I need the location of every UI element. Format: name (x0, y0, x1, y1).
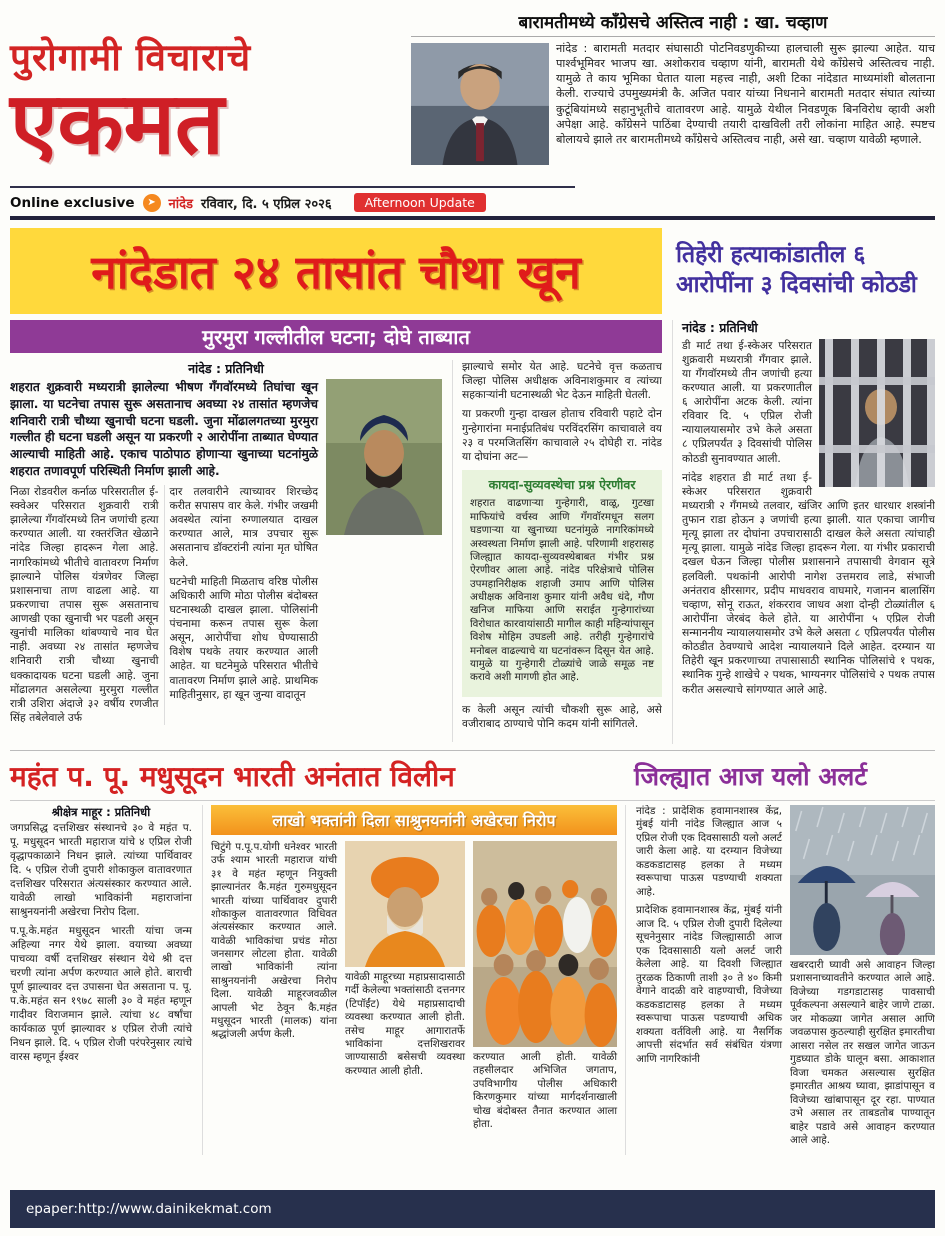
alert-para2: प्रादेशिक हवामानशास्त्र केंद्र, मुंबई यांनी आज दि. ५ एप्रिल रोजी दुपारी दिलेल्या सूचनेनुसार नांदेड जिल्ह्यासाठी आज एक दिवसासाठी यलो अलर्ट जारी केलेला आहे. या दिवशी जिल्ह्यात तुरळक ठिकाणी ताशी ३० ते ४० किमी वेगाने वादळी वारे वाहण्याची, विजेच्या कडकडाटासह हलका ते मध्यम स्वरूपाचा पाऊस पडण्याची अधिक शक्यता वर्तविली आहे. या नैसर्गिक आपत्ती संदर्भात सर्व संबंधित यंत्रणा आणि नागरिकांनी (636, 904, 782, 1065)
custody-headline-line2: आरोपींना ३ दिवसांची कोठडी (676, 272, 917, 298)
lead-col1-text: निळा रोडवरील कर्नाळ परिसरातील ई-स्क्वेअर परिसरात शुक्रवारी रात्री झालेल्या गँगवॉरमध्ये तिन जणांची हत्या करण्यात आली. या रक्तरंजित खेळाने नांदेड जिल्हा हादरून गेला आहे. नागरिकांमध्ये भीतीचे वातावरण निर्माण झाल्याने पोलिस यंत्रणेवर जिल्हा प्रशासनाचा ताण वाढला आहे. या प्रकरणाचा तपास सुरू असतानाच आणखी एका खुनाची भर पडली असून खुनांची मालिका थांबण्याचे नाव घेत नाही. अवघ्या २४ तासांत म्हणजेच शनिवारी रात्री चौथ्या खुनाची धक्कादायक घटना घडली आहे. जुना मोंढालगत असलेल्या मुरमुरा गल्लीत रात्री उशिरा अंदाजे ३२ वर्षीय रणजीत सिंह तबेलेवाले उर्फ (10, 484, 159, 724)
mahant-middle-area (202, 805, 626, 1155)
mahant-subcol-2 (345, 841, 465, 1131)
top-story-headline: बारामतीमध्ये कॉंग्रेसचे अस्तित्व नाही : खा. चव्हाण (411, 10, 935, 37)
mahant-headline: महंत प. पू. मधुसूदन भारती अनंतात विलीन (10, 760, 455, 793)
lead-col3b-text: या प्रकरणी गुन्हा दाखल होताच रविवारी पहाटे दोन गुन्हेगारांना मनाईप्रतिबंध परविंदरसिंग काचावाले वय २३ व परमजितसिंग काचावाले २५ दोघेही रा. नांदेड या दोघांना अट— (462, 407, 662, 463)
custody-headline (672, 228, 935, 314)
alert-para3: खबरदारी घ्यावी असे आवाहन जिल्हा प्रशासनाच्यावतीने करण्यात आले आहे. विजेच्या गडगडाटासह पावसाची पूर्वकल्पना असल्याने बाहेर जाणे टाळा. जर मोकळ्या जागेत असाल आणि जवळपास कुठल्याही सुरक्षित इमारतीचा आसरा नसेल तर सखल जागेत जाऊन गुडघ्यात डोके घालून बसा. आकाशात विजा चमकत असल्यास सुरक्षित इमारतीत आश्रय घ्यावा, झाडांपासून व विजेच्या खांबापासून दूर रहा. पाण्यात उभे असाल तर ताबडतोब पाण्यातून बाहेर पडावे असे आवाहन करण्यात आले आहे. (790, 959, 935, 1147)
mahant-banner (211, 805, 617, 835)
custody-byline: नांदेड : प्रतिनिधी (682, 320, 758, 335)
alert-para1: नांदेड : प्रादेशिक हवामानशास्त्र केंद्र, मुंबई यांनी नांदेड जिल्ह्यात आज ५ एप्रिल रोजी एक दिवसासाठी यलो अलर्ट जारी केला आहे. या दरम्यान विजेच्या कडकडाटासह हलका ते मध्यम स्वरूपाचा पाऊस पडण्याची शक्यता आहे. (636, 805, 782, 898)
lead-kicker: मुरमुरा गल्लीतील घटना; दोघे ताब्यात (202, 325, 470, 349)
lead-column-3 (452, 360, 662, 742)
header (10, 8, 935, 220)
lead-columns-1-2 (10, 360, 442, 742)
mahant-subcol-3 (473, 841, 617, 1131)
alert-headline: जिल्ह्यात आज यलो अलर्ट (634, 762, 867, 791)
law-order-box-text: शहरात वाढणाऱ्या गुन्हेगारी, वाळू, गुटखा माफियांचे वर्चस्व आणि गँगवॉरमधून सलग घडणाऱ्या या खुनाच्या घटनांमुळे नागरिकांमध्ये अस्वस्थता निर्माण झाली आहे. परिणामी शहरासह जिल्ह्यात कायदा-सुव्यवस्थेबाबत गंभीर प्रश्न ऐरणीवर आला आहे. नांदेड परिक्षेत्राचे पोलिस उपमहानिरीक्षक शहाजी उमाप आणि पोलिस अधीक्षक अविनाश कुमार यांनी अवैध धंदे, गौण खनिज माफिया आणि सराईत गुन्हेगारांच्या विरोधात कारवायांसाठी मागील काही महिन्यांपासून विशेष मोहिम उघडली आहे. तरीही गुन्हेगारांचे मनोबल वाढल्याचे या घटनांवरून दिसून येत आहे. यामुळे या गुन्हेगारी टोळ्यांचे जाळे समूळ नष्ट करावे अशी मागणी होत आहे. (470, 497, 654, 684)
alert-column-1 (636, 805, 782, 1155)
lead-headline: नांदेडात २४ तासांत चौथा खून (91, 245, 581, 299)
afternoon-update-badge: Afternoon Update (354, 193, 486, 212)
rain-photo (790, 805, 935, 955)
mahant-portrait-photo (345, 841, 465, 967)
top-story (411, 10, 935, 167)
mahant-column-1 (10, 805, 192, 1155)
lead-col3-text: झाल्याचे समोर येत आहे. घटनेचे वृत्त कळताच जिल्हा पोलिस अधीक्षक अविनाशकुमार व त्यांच्या सहकाऱ्यांनी घटनास्थळी भेट देऊन माहिती घेतली. (462, 360, 662, 402)
victim-photo (326, 379, 442, 535)
mahant-middle-columns (211, 841, 617, 1131)
custody-para2: नांदेड शहरात डी मार्ट तथा ई-स्केअर परिसरात शुक्रवारी मध्यरात्री २ गँगमध्ये तलवार, खंजिर आणि इतर धारधार शस्त्रांनी तुफान राडा होऊन ३ जणांची हत्या झाली. यात एकाचा जागीच मृत्यू झाला तर दोघांना उपचारासाठी दाखल केले असता त्यांचाही मृत्यू झाला. यामुळे नांदेड जिल्हा हादरून गेला. या गंभीर प्रकाराची दखल घेऊन जिल्हा पोलीस प्रशासनाने तपासाची वेगवान सूत्रे हलविली. पथकांनी आरोपी नागेश उत्तमराव लाडे, संभाजी अनंतराव क्षीरसागर, प्रदीप माधवराव वाघमारे, गजानन बालासिंग चव्हाण, सोनू राऊत, शंकरराव जाधव अशा दोन्ही टोळ्यांतील ६ आरोपींना जेरबंद केले होते. या आरोपींना ५ एप्रिल रोजी सन्माननीय न्यायालयासमोर उभे केले असता ८ एप्रिलपर्यंत पोलीस कोठडीत ठेवण्याचे आदेश न्यायालयाने दिले आहेत. दरम्यान या तिहेरी खून प्रकरणाच्या तपासासाठी स्थानिक पोलिसांचे १ पथक, स्थानिक गुन्हे शाखेचे २ पथक, भाग्यनगर पोलिसांचे २ पथक तपास करीत असल्याचे सांगण्यात आले आहे. (682, 470, 935, 696)
mahant-byline: श्रीक्षेत्र माहूर : प्रतिनिधी (51, 805, 151, 819)
masthead (10, 30, 410, 174)
lead-col3c-text: क केली असून त्यांची चौकशी सुरू आहे, असे वजीराबाद ठाण्याचे पोनि कदम यांनी सांगितले. (462, 702, 662, 730)
lead-intro-block (10, 379, 442, 480)
bottom-headline-row (10, 750, 935, 801)
custody-story (672, 320, 935, 744)
top-story-text: नांदेड : बारामती मतदार संघासाठी पोटनिवडणुकीच्या हालचाली सुरू झाल्या आहेत. याच पार्श्वभूमिवर भाजप खा. अशोकराव चव्हाण यांनी, बारामती येथे कॉंग्रेसचे अस्तित्वच नाही. यामुळे ते काय भूमिका घेतात याला महत्त्व नाही, अशी टिका नांदेडात माध्यमांशी बोलताना केली. राज्याचे उपमुख्यमंत्री कै. अजित पवार यांच्या निधनाने बारामती मतदार संघात त्यांच्या कुटूंबियांमध्ये सहानुभूतीचे वातावरण आहे. यामुळे येथील निवडणूक बिनविरोध व्हावी अशी अपेक्षा आहे. कॉंग्रेसने पाठिंबा देण्याची तयारी दाखविली तरी लोकांना माहित आहे. स्पष्टच बोलायचे झाले तर बारामतीमध्ये कॉंग्रेसचे अस्तित्वच नाही, असे खा. चव्हाण यावेळी म्हणाले. (556, 42, 935, 146)
lead-headline-band (10, 228, 935, 314)
footer-bar (10, 1190, 935, 1228)
lead-two-columns (10, 485, 318, 725)
bottom-content-row (10, 805, 935, 1155)
lead-story (10, 320, 662, 744)
online-exclusive-label: Online exclusive (10, 194, 135, 211)
funeral-crowd-photo (473, 841, 617, 1047)
alert-story-area (636, 805, 935, 1155)
alert-column-2 (790, 805, 935, 1155)
masthead-title: एकमत (10, 74, 225, 174)
lead-col2b-text: घटनेची माहिती मिळताच वरिष्ठ पोलीस अधिकारी आणि मोठा पोलीस बंदोबस्त घटनास्थळी दाखल झाला. पोलिसांनी पंचनामा करून तपास सुरू केला असून, आरोपींचा शोध घेण्यासाठी विशेष पथके तयार करण्यात आली आहेत. या घटनेमुळे परिसरात भीतीचे वातावरण निर्माण झाले आहे. प्राथमिक माहितीनुसार, हा खून जुन्या वादातून (169, 574, 318, 701)
main-story-row (10, 320, 935, 744)
mahant-col1b-text: प.पू.के.महंत मधुसूदन भारती यांचा जन्म अहिल्या नगर येथे झाला. वयाच्या अवघ्या पाचव्या वर्षी दत्तशिखर संस्थान येथे श्री दत्त चरणी त्यांना अर्पण करण्यात आले होते. बाराची पूर्ण झाल्यावर दत्त उपासना घेत असताना प. पू. प.के.महंत सन १९७८ साली ३० वे महंत म्हणून गादीवर विराजमान झाले. त्यांचा ४८ वर्षांचा कार्यकाळ पूर्ण झाल्यावर ४ एप्रिल रोजी त्यांचे निधन झाले. दि. ५ एप्रिल रोजी परंपरेनुसार त्यांचे वारस म्हणून ईश्वर (10, 924, 192, 1063)
lead-story-body (10, 360, 662, 742)
lead-intro-text: शहरात शुक्रवारी मध्यरात्री झालेल्या भीषण गँगवॉरमध्ये तिघांचा खून झाला. या घटनेचा तपास सुरू असतानाच अवघ्या २४ तासांत म्हणजेच शनिवारी रात्री चौथ्या खुनाची घटना घडली. जुना मोंढालगतच्या मुरमुरा गल्लीत ही घटना घडली असून या प्रकरणी २ आरोपींना ताब्यात घेण्यात आल्याची माहिती आहे. एकाच पाठोपाठ होणाऱ्या खुनाच्या घटनांमुळे शहरात तणावपूर्ण परिस्थिती निर्माण झाली आहे. (10, 380, 318, 479)
lead-byline: नांदेड : प्रतिनिधी (188, 361, 264, 376)
date-text: रविवार, दि. ५ एप्रिल २०२६ (201, 196, 332, 212)
top-story-body (411, 41, 935, 147)
lead-col2-text: दार तलवारीने त्याच्यावर शिरच्छेद करीत सपासप वार केले. गंभीर जखमी अवस्थेत त्यांना रुग्णालयात दाखल करण्यात आले, मात्र उपचार सुरू असतानाच डॉक्टरांनी त्यांना मृत घोषित केले. (169, 484, 318, 569)
mahant-banner-text: लाखो भक्तांनी दिला साश्रुनयनांनी अखेरचा निरोप (272, 811, 556, 830)
mahant-subcol-1 (211, 841, 337, 1131)
arrow-icon: ➤ (143, 194, 161, 212)
mahant-col1a-text: जगप्रसिद्ध दत्तशिखर संस्थानचे ३० वे महंत प. पू. मधुसूदन भारती महाराज यांचे ४ एप्रिल रोजी वृद्धापकाळाने निधन झाले. त्यांच्या पार्थिवावर दि. ५ एप्रिल रोजी दुपारी शोकाकुल वातावरणात दत्तशिखर परिसरात अंत्यसंस्कार करण्यात आले. यावेळी लाखो भाविकांनी महाराजांना साश्रुनयनांनी अखेरचा निरोप दिला. (10, 822, 192, 918)
custody-headline-line1: तिहेरी हत्याकांडातील ६ (676, 242, 866, 269)
mahant-col2a-text: चिटुंगे प.पू.प.योगी धनेश्वर भारती उर्फ श्याम भारती महाराज यांची ३१ वे महंत म्हणून नियुक्ती झाल्यानंतर कै.महंत गुरुमधुसूदन भारती यांच्या पार्थिवावर दुपारी शोकाकुल वातावरणात विधिवत अंत्यसंस्कार करण्यात आले. यावेळी भाविकांचा प्रचंड मोठा जनसागर लोटला होता. यावेळी लाखो भाविकांनी त्यांना साश्रुनयनांनी अखेरचा निरोप दिला. यावेळी माहूरजवळील आपली भेट ठेवून कै.महंत मधुसूदन भारती (मालक) यांना श्रद्धांजली अर्पण केली. (211, 841, 337, 1041)
mahant-col2c-text: करण्यात आली होती. यावेळी तहसीलदार अभिजित जगताप, उपविभागीय पोलीस अधिकारी किरणकुमार यांच्या मार्गदर्शनाखाली चोख बंदोबस्त तैनात करण्यात आला होता. (473, 1051, 617, 1130)
epaper-url[interactable]: epaper:http://www.dainikekmat.com (26, 1201, 272, 1217)
custody-para1: डी मार्ट तथा ई-स्केअर परिसरात शुक्रवारी मध्यरात्री गँगवार झाले. या गँगवॉरमध्ये तीन जणांची हत्या करण्यात आली. या प्रकरणातील ६ आरोपींना अटक केली. त्यांना रविवार दि. ५ एप्रिल रोजी न्यायालयासमोर उभे केले असता ८ एप्रिलपर्यंत ३ दिवसांची पोलिस कोठडी सुनावण्यात आली. (682, 338, 812, 465)
mahant-col2b-text: यावेळी माहूरच्या महाप्रसादासाठी गर्दी केलेल्या भक्तांसाठी दत्तनगर (टिपॉईंट) येथे महाप्रसादाची व्यवस्था करण्यात आली होती. तसेच माहूर आगारातर्फे भाविकांना दत्तशिखरावर जाण्यासाठी बसेसची व्यवस्था करण्यात आली होती. (345, 971, 465, 1077)
edition-label: नांदेड (168, 196, 193, 212)
lead-headline-box (10, 228, 662, 314)
masthead-tagline: पुरोगामी विचाराचे (10, 36, 252, 79)
lead-kicker-strip (10, 320, 662, 353)
jail-photo (819, 339, 935, 487)
law-order-box (462, 470, 662, 697)
dateline (10, 186, 575, 212)
politician-photo (411, 43, 549, 165)
law-order-box-title: कायदा-सुव्यवस्थेचा प्रश्न ऐरणीवर (488, 476, 636, 492)
